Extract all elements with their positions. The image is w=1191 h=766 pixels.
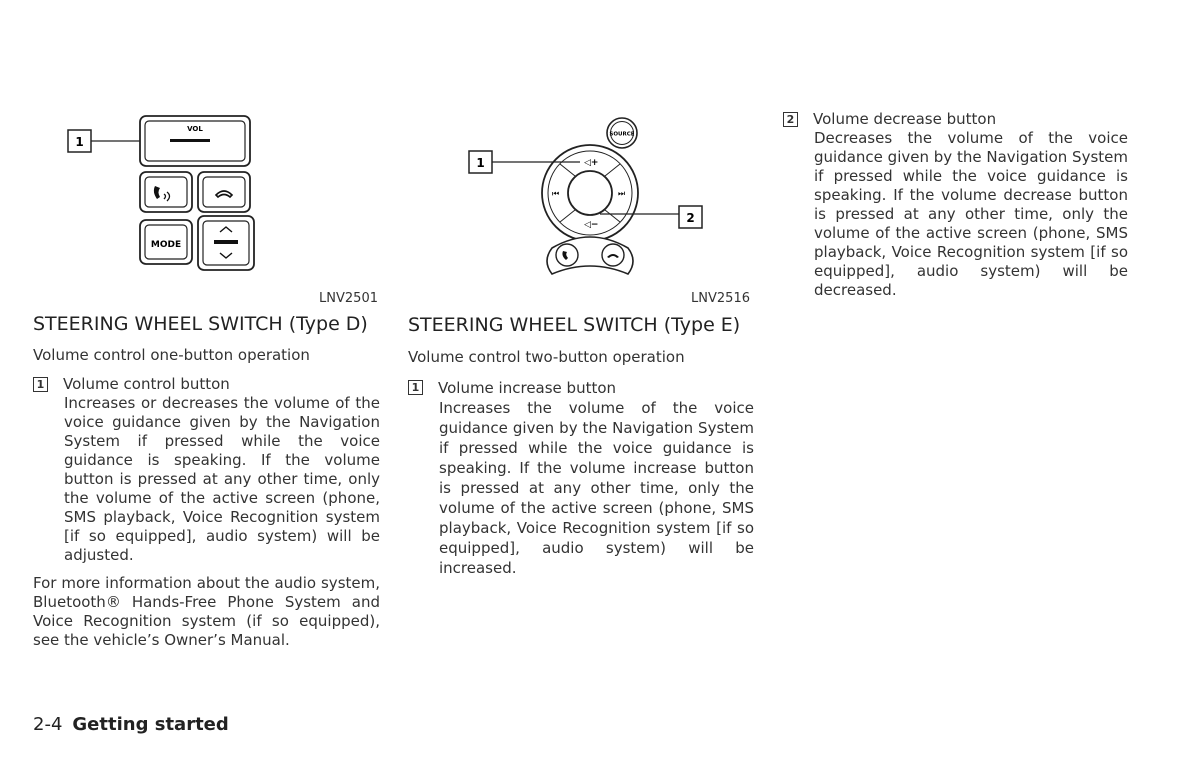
mode-label: MODE [150, 240, 182, 250]
page-footer [33, 714, 229, 735]
subheading-type-d: Volume control one-button operation [33, 346, 310, 364]
item-description: Increases the volume of the voice guidance given by the Navigation System if pressed while the voice guidance is speaking. If the volume increase button is pressed at any other time, only the volume of the active screen (phone, SMS playback, Voice Recognition system [if so equipped], audio system) will be increased. [439, 399, 754, 577]
item-description: Increases or decreases the volume of the voice guidance given by the Navigation System if pressed while the voice guidance is speaking. If the volume button is pressed at any other time, only the volume of the active screen (phone, SMS playback, Voice Recognition system [if so equipped], audio system) will be adjusted. [64, 394, 380, 564]
heading-type-d: STEERING WHEEL SWITCH (Type D) [33, 313, 368, 335]
item-volume-increase [408, 378, 754, 578]
seek-back-icon: ⏮ [552, 189, 560, 198]
item-description: Decreases the volume of the voice guidance given by the Navigation System if pressed while the voice guidance is speaking. If the volume decrease button is pressed at any other time, only the volume of the active screen (phone, SMS playback, Voice Recognition system [if so equipped], audio system) will be decreased. [814, 129, 1128, 299]
callout-label-1: 1 [75, 135, 84, 149]
item-number-badge: 2 [783, 112, 798, 127]
seek-fwd-icon: ⏭ [618, 189, 626, 198]
figure-code-lnv2501: LNV2501 [319, 291, 378, 306]
callout-label-2: 2 [686, 211, 695, 225]
source-label: SOURCE [609, 131, 635, 138]
item-number-badge: 1 [408, 380, 423, 395]
item-volume-decrease [783, 110, 1128, 300]
section-title: Getting started [72, 714, 229, 735]
item-title: Volume decrease button [813, 110, 997, 128]
vol-down-icon: ◁− [584, 220, 599, 230]
figure-code-lnv2516: LNV2516 [691, 291, 750, 306]
item-title: Volume increase button [438, 379, 617, 397]
vol-label: VOL [187, 125, 203, 133]
callout-label-1: 1 [476, 156, 485, 170]
figure-type-e-switch [460, 110, 710, 275]
subheading-type-e: Volume control two-button operation [408, 348, 685, 366]
vol-up-icon: ◁+ [584, 158, 599, 168]
page-number: 2-4 [33, 714, 63, 735]
heading-type-e: STEERING WHEEL SWITCH (Type E) [408, 314, 741, 336]
item-title: Volume control button [63, 375, 230, 393]
item-number-badge: 1 [33, 377, 48, 392]
figure-type-d-switch [60, 110, 260, 272]
more-info-paragraph: For more information about the audio system, Bluetooth® Hands-Free Phone System and Voice Recognition system (if so equipped), see the vehicle’s Owner’s Manual. [33, 574, 380, 649]
item-volume-control [33, 375, 380, 565]
